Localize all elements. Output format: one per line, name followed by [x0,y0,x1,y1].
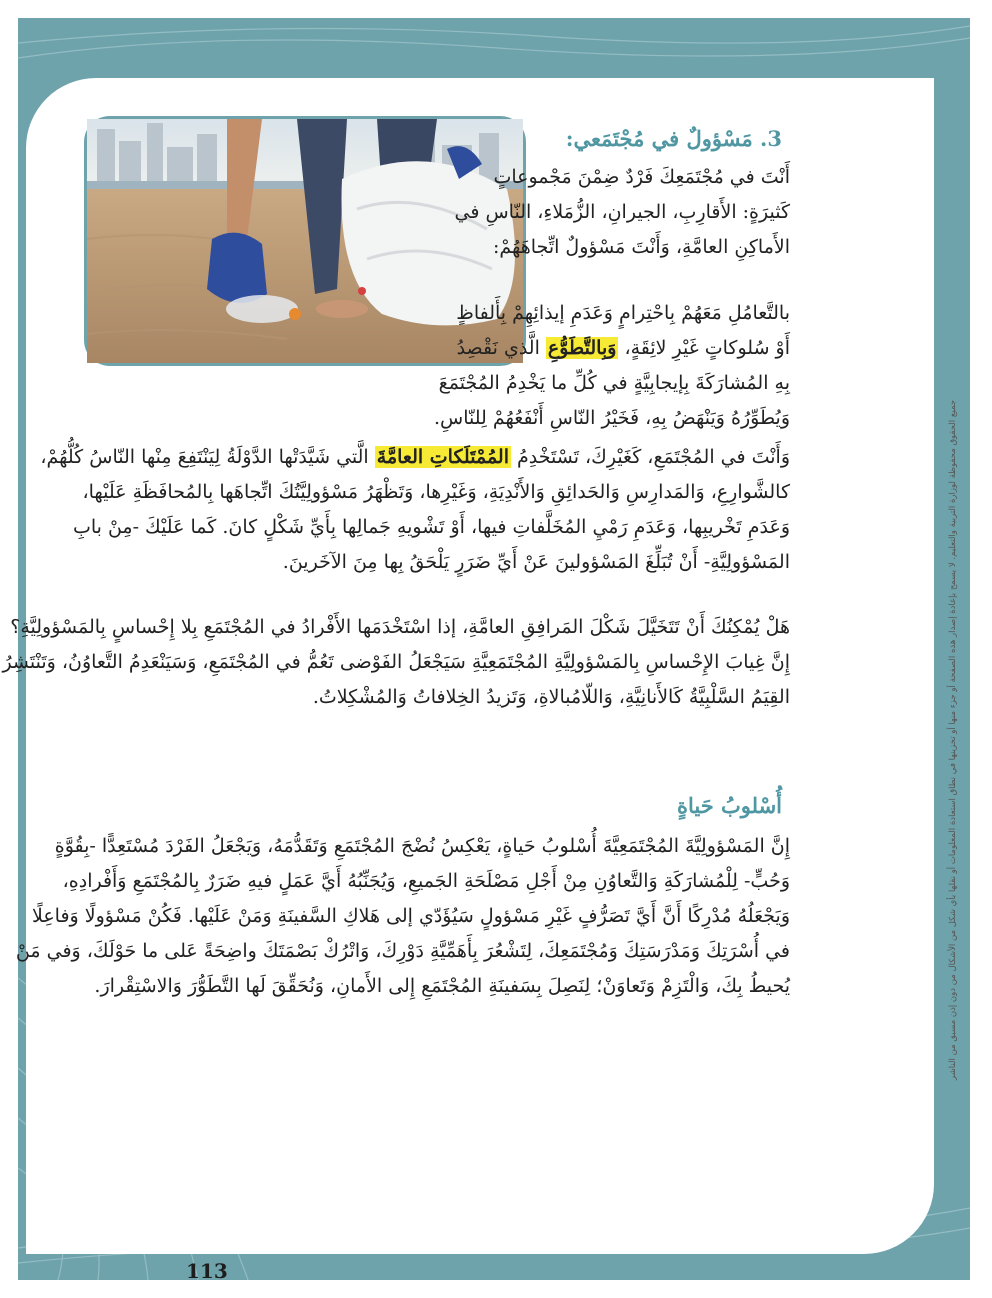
text-line: القِيَمُ السَّلْبِيَّةُ كَالأَنانِيَّةِ، وَاللّامُبالاةِ، وَتَزيدُ الخِلافاتُ وَالمُشْكِلاتُ. [312,686,790,708]
text-line: المَسْؤولِيَّةِ- أَنْ تُبَلِّغَ المَسْؤولينَ عَنْ أَيِّ ضَرَرٍ يَلْحَقُ بِها مِنَ الآخَرينَ. [282,551,790,573]
text-line: في أُسْرَتِكَ وَمَدْرَسَتِكَ وَمُجْتَمَعِكَ، لِتَشْعُرَ بِأَهَمِّيَّةِ دَوْرِكَ، وَاتْرُكْ بَصْمَتَكَ واضِحَةً عَلى ما حَوْلَكَ، وَفي مَنْ [15,940,790,962]
text-segment: وَأَنْتَ في المُجْتَمَعِ، كَغَيْرِكَ، تَسْتَخْدِمُ [511,446,790,468]
lifestyle-heading: أُسْلوبُ حَياةٍ [676,793,782,818]
text-line: كَثيرَةٍ: الأَقارِبِ، الجيرانِ، الزُّمَلاءِ، النّاسِ في [454,201,790,223]
text-line: وَحُبٍّ- لِلْمُشارَكَةِ وَالتَّعاوُنِ مِنْ أَجْلِ مَصْلَحَةِ الجَميعِ، وَيُجَنِّبُهُ أَيَّ عَمَلٍ فيهِ ضَرَرٌ بِالمُجْتَمَعِ وَأَفْرادِهِ، [62,870,790,892]
copyright-side-note: جميع الحقوق محفوظة لوزارة التربية والتعليم. لا يسمح بإعادة إصدار هذه الصفحة أو جزء منها أو تخزينها في نطاق استعادة المعلومات أو نقلها بأي شكل من الأشكال من دون إذن مسبق من الناشر [948,399,958,1080]
text-segment: أَوْ سُلوكاتٍ غَيْرِ لائِقَةٍ، [618,337,790,359]
text-line [456,331,790,366]
section-heading: 3. مَسْؤولٌ في مُجْتَمَعي: [565,126,782,151]
text-line: يُحيطُ بِكَ، وَالْتَزِمْ وَتَعاوَنْ؛ لِنَصِلَ بِسَفينَةِ المُجْتَمَعِ إِلى الأَمانِ، وَنُحَقِّقَ لَها التَّطَوُّرَ وَالاسْتِقْرارَ. [94,975,790,997]
highlighted-term-volunteering: وَبِالتَّطَوُّعِ [547,337,617,359]
intro-paragraph [454,160,790,265]
public-property-paragraph [40,440,790,580]
text-line: الأَماكِنِ العامَّةِ، وَأَنْتَ مَسْؤولٌ اتِّجاهَهُمْ: [492,236,790,258]
text-segment: الَّذي نَقْصِدُ [456,337,546,359]
text-line: أَنْتَ في مُجْتَمَعِكَ فَرْدٌ ضِمْنَ مَجْموعاتٍ [493,166,790,188]
text-line: وَيَجْعَلُهُ مُدْرِكًا أَنَّ أَيَّ تَصَرُّفٍ غَيْرِ مَسْؤولٍ سَيُؤَدّي إلى هَلاكِ السَّفينَةِ وَمَنْ عَلَيْها. فَكُنْ مَسْؤولًا وَفاعِلًا [31,905,790,927]
text-line: إِنَّ المَسْؤولِيَّةَ المُجْتَمَعِيَّةَ أُسْلوبُ حَياةٍ، يَعْكِسُ نُضْجَ المُجْتَمَعِ وَتَقَدُّمَهُ، وَيَجْعَلُ الفَرْدَ مُسْتَعِدًّا -بِقُوَّةٍ [54,835,790,857]
text-segment: الَّتي شَيَّدَتْها الدَّوْلَةُ لِيَنْتَفِعَ مِنْها النّاسُ كُلُّهُمْ، [40,446,375,468]
lifestyle-paragraph [15,829,790,1004]
highlighted-term-public-property: المُمْتَلَكاتِ العامَّةَ [376,446,509,468]
text-line [40,440,790,475]
text-line: وَيُطَوِّرُهُ وَيَنْهَضُ بِهِ، فَخَيْرُ النّاسِ أَنْفَعُهُمْ لِلنّاسِ. [434,407,790,429]
text-line: وَعَدَمِ تَخْريبِها، وَعَدَمِ رَمْيِ المُخَلَّفاتِ فيها، أَوْ تَشْويهِ جَمالِها بِأَيِّ شَكْلٍ كانَ. كَما عَلَيْكَ -مِنْ بابِ [72,516,790,538]
responsibility-paragraph [434,296,790,436]
text-line: كالشَّوارِعِ، وَالمَدارِسِ وَالحَدائِقِ وَالأَنْدِيَةِ، وَغَيْرِها، وَتَظْهَرُ مَسْؤولِيَّتُكَ اتِّجاهَها بِالمُحافَظَةِ عَلَيْها، [82,481,790,503]
text-line: بالتَّعامُلِ مَعَهُمْ بِاحْتِرامٍ وَعَدَمِ إيذائِهِمْ بِأَلفاظٍ [456,302,790,324]
imagine-paragraph [2,610,790,715]
text-line: إِنَّ غِيابَ الإِحْساسِ بِالمَسْؤولِيَّةِ المُجْتَمَعِيَّةِ سَيَجْعَلُ الفَوْضى تَعُمُّ في المُجْتَمَعِ، وَسَيَنْعَدِمُ التَّعاوُنُ، وَتَنْتَشِرُ [2,651,790,673]
page-number: 113 [186,1259,228,1283]
text-line: بِهِ المُشارَكَةَ بِإيجابِيَّةٍ في كُلِّ ما يَخْدِمُ المُجْتَمَعَ [438,372,790,394]
text-line: هَلْ يُمْكِنُكَ أَنْ تَتَخَيَّلَ شَكْلَ المَرافِقِ العامَّةِ، إذا اسْتَخْدَمَها الأَفْرادُ في المُجْتَمَعِ بِلا إِحْساسٍ بِالمَسْؤولِيَّةِ؟ [10,616,790,638]
